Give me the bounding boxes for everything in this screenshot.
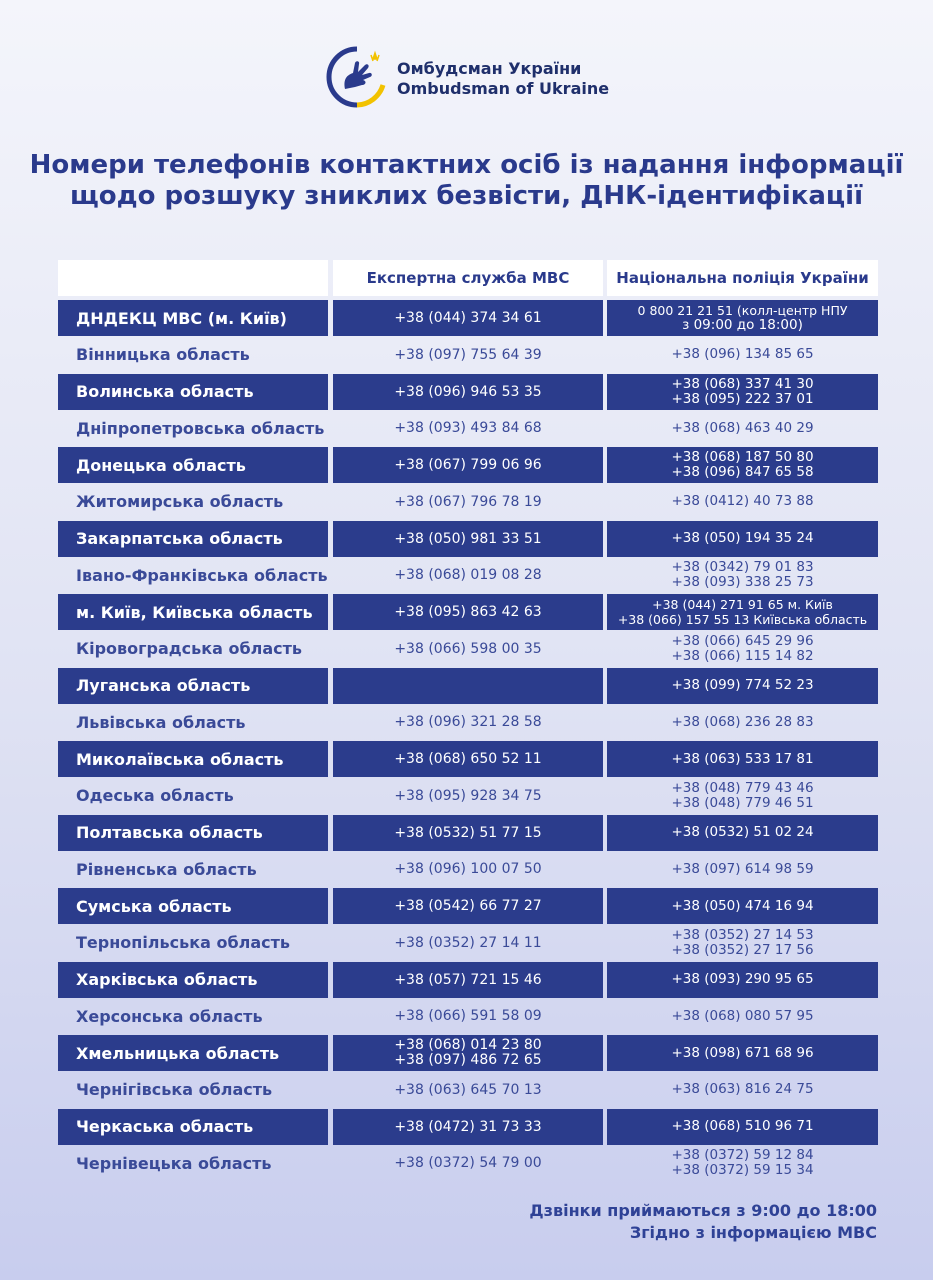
mvs-phone-cell xyxy=(333,888,603,924)
footer-note xyxy=(529,1200,877,1244)
police-phone: +38 (0342) 79 01 83 xyxy=(671,559,814,576)
footer-source: Згідно з інформацією МВС xyxy=(629,1223,877,1242)
police-phone: +38 (093) 290 95 65 xyxy=(671,971,814,987)
police-phone-cell xyxy=(607,484,878,520)
page-title xyxy=(0,150,933,212)
mvs-phone-cell xyxy=(333,815,603,851)
police-phone-cell xyxy=(607,888,878,924)
mvs-phone: +38 (066) 591 58 09 xyxy=(394,1008,542,1025)
table-row xyxy=(58,1109,878,1145)
mvs-phone: +38 (068) 650 52 11 xyxy=(394,751,542,767)
police-phone-cell xyxy=(607,741,878,777)
mvs-phone: +38 (063) 645 70 13 xyxy=(394,1081,542,1098)
mvs-phone: +38 (066) 598 00 35 xyxy=(394,640,542,657)
mvs-phone-cell xyxy=(333,484,603,520)
mvs-phone-cell xyxy=(333,521,603,557)
mvs-phone-cell xyxy=(333,374,603,410)
mvs-phone-cell xyxy=(333,741,603,777)
mvs-phone-cell xyxy=(333,631,603,667)
police-phone-cell xyxy=(607,1072,878,1108)
mvs-phone-cell xyxy=(333,668,603,704)
police-phone: +38 (0372) 59 15 34 xyxy=(671,1162,814,1179)
table-row xyxy=(58,484,878,520)
table-row xyxy=(58,631,878,667)
mvs-phone: +38 (095) 928 34 75 xyxy=(394,787,542,804)
police-phone: +38 (095) 222 37 01 xyxy=(671,390,814,407)
police-phone: +38 (096) 134 85 65 xyxy=(671,346,814,363)
region-cell: Львівська область xyxy=(76,712,246,732)
title-line-2: щодо розшуку зниклих безвісти, ДНК-ідентифікації xyxy=(70,181,863,211)
mvs-phone: +38 (095) 863 42 63 xyxy=(394,604,542,620)
mvs-phone: +38 (0532) 51 77 15 xyxy=(394,824,542,841)
police-phone-cell xyxy=(607,1109,878,1145)
mvs-phone-cell xyxy=(333,925,603,961)
mvs-phone: +38 (068) 014 23 80 xyxy=(394,1037,542,1053)
region-cell: Дніпропетровська область xyxy=(76,418,325,438)
logo-line-ukrainian: Омбудсман України xyxy=(397,59,582,78)
region-cell: Сумська область xyxy=(58,888,328,924)
police-phone: +38 (093) 338 25 73 xyxy=(671,574,814,591)
region-cell: Тернопільська область xyxy=(76,933,291,953)
police-phone: +38 (066) 157 55 13 Київська область xyxy=(617,612,868,627)
mvs-phone-cell xyxy=(333,851,603,887)
police-phone-cell xyxy=(607,594,878,630)
table-row xyxy=(58,1145,878,1181)
table-row xyxy=(58,668,878,704)
police-phone: +38 (068) 187 50 80 xyxy=(671,449,814,465)
ombudsman-logo xyxy=(325,45,625,110)
mvs-phone-cell xyxy=(333,447,603,483)
mvs-phone-cell xyxy=(333,1072,603,1108)
mvs-phone: +38 (097) 755 64 39 xyxy=(394,346,542,363)
police-phone-cell xyxy=(607,1035,878,1071)
mvs-phone: +38 (067) 799 06 96 xyxy=(394,457,542,473)
police-phone-cell xyxy=(607,1145,878,1181)
police-phone-cell xyxy=(607,851,878,887)
table-row xyxy=(58,1035,878,1071)
table-row xyxy=(58,741,878,777)
region-cell: Миколаївська область xyxy=(58,741,328,777)
title-line-1: Номери телефонів контактних осіб із надання інформації xyxy=(29,150,904,180)
region-cell: ДНДЕКЦ МВС (м. Київ) xyxy=(58,300,328,336)
header-mvs-expert-service: Експертна служба МВС xyxy=(333,260,603,296)
police-phone: +38 (066) 645 29 96 xyxy=(671,632,814,649)
header-national-police: Національна поліція України xyxy=(607,260,878,296)
table-row xyxy=(58,337,878,373)
mvs-phone-cell xyxy=(333,962,603,998)
police-phone: +38 (068) 337 41 30 xyxy=(671,375,814,392)
police-phone: +38 (068) 463 40 29 xyxy=(671,419,814,436)
mvs-phone-cell xyxy=(333,594,603,630)
region-cell: Харківська область xyxy=(58,962,328,998)
mvs-phone-cell xyxy=(333,1145,603,1181)
region-cell: Закарпатська область xyxy=(58,521,328,557)
police-phone: +38 (098) 671 68 96 xyxy=(671,1044,814,1061)
police-phone-cell xyxy=(607,704,878,740)
police-phone: +38 (0372) 59 12 84 xyxy=(671,1147,814,1164)
police-phone: +38 (048) 779 43 46 xyxy=(671,779,814,796)
table-row xyxy=(58,594,878,630)
mvs-phone-cell xyxy=(333,337,603,373)
mvs-phone: +38 (096) 946 53 35 xyxy=(394,383,542,400)
table-row xyxy=(58,521,878,557)
mvs-phone-cell xyxy=(333,704,603,740)
police-phone-cell xyxy=(607,815,878,851)
table-row xyxy=(58,447,878,483)
police-phone-cell xyxy=(607,998,878,1034)
table-row xyxy=(58,374,878,410)
table-row xyxy=(58,962,878,998)
police-phone: +38 (097) 614 98 59 xyxy=(671,860,814,877)
region-cell: Луганська область xyxy=(58,668,328,704)
police-phone-cell xyxy=(607,447,878,483)
police-phone: +38 (066) 115 14 82 xyxy=(671,647,814,664)
region-cell: Вінницька область xyxy=(76,345,250,365)
mvs-phone: +38 (0472) 31 73 33 xyxy=(394,1118,542,1135)
table-row xyxy=(58,778,878,814)
region-cell: Чернівецька область xyxy=(76,1153,272,1173)
police-phone-cell xyxy=(607,668,878,704)
police-phone: +38 (099) 774 52 23 xyxy=(671,677,814,693)
logo-text xyxy=(397,59,609,99)
police-phone: +38 (044) 271 91 65 м. Київ xyxy=(652,597,833,612)
region-cell: Кіровоградська область xyxy=(76,639,303,659)
mvs-phone: +38 (067) 796 78 19 xyxy=(394,493,542,510)
mvs-phone-cell xyxy=(333,1109,603,1145)
table-row xyxy=(58,300,878,336)
mvs-phone-cell xyxy=(333,410,603,446)
mvs-phone-cell xyxy=(333,300,603,336)
table-row xyxy=(58,851,878,887)
police-phone: +38 (0532) 51 02 24 xyxy=(671,824,814,840)
mvs-phone: +38 (0352) 27 14 11 xyxy=(394,934,542,951)
police-phone-cell xyxy=(607,962,878,998)
region-cell: Херсонська область xyxy=(76,1006,263,1026)
police-phone: +38 (068) 510 96 71 xyxy=(671,1118,814,1134)
region-cell: Полтавська область xyxy=(58,815,328,851)
mvs-phone-cell xyxy=(333,1035,603,1071)
region-cell: Житомирська область xyxy=(76,492,284,512)
region-cell: Рівненська область xyxy=(76,859,257,879)
region-cell: Чернігівська область xyxy=(76,1080,273,1100)
mvs-phone: +38 (050) 981 33 51 xyxy=(394,530,542,547)
police-phone: +38 (0352) 27 14 53 xyxy=(671,926,814,943)
region-cell: Черкаська область xyxy=(58,1109,328,1145)
police-phone-cell xyxy=(607,925,878,961)
police-phone: +38 (0412) 40 73 88 xyxy=(671,493,814,510)
table-row xyxy=(58,1072,878,1108)
mvs-phone: +38 (096) 321 28 58 xyxy=(394,714,542,731)
table-row xyxy=(58,815,878,851)
police-phone-cell xyxy=(607,337,878,373)
footer-hours: Дзвінки приймаються з 9:00 до 18:00 xyxy=(529,1201,877,1220)
table-row xyxy=(58,925,878,961)
police-phone: +38 (063) 816 24 75 xyxy=(671,1081,814,1098)
police-phone-cell xyxy=(607,300,878,336)
mvs-phone: +38 (044) 374 34 61 xyxy=(394,310,542,326)
police-phone-cell xyxy=(607,778,878,814)
region-cell: Волинська область xyxy=(58,374,328,410)
mvs-phone: +38 (0372) 54 79 00 xyxy=(394,1155,542,1172)
police-phone-cell xyxy=(607,410,878,446)
table-row xyxy=(58,998,878,1034)
region-cell: Хмельницька область xyxy=(58,1035,328,1071)
mvs-phone: +38 (0542) 66 77 27 xyxy=(394,898,542,914)
police-phone-cell xyxy=(607,631,878,667)
table-row xyxy=(58,888,878,924)
header-empty xyxy=(58,260,328,296)
region-cell: Одеська область xyxy=(76,786,234,806)
mvs-phone: +38 (068) 019 08 28 xyxy=(394,567,542,584)
police-phone: +38 (050) 474 16 94 xyxy=(671,897,814,914)
mvs-phone-cell xyxy=(333,778,603,814)
mvs-phone: +38 (096) 100 07 50 xyxy=(394,861,542,878)
police-phone: +38 (050) 194 35 24 xyxy=(671,530,814,546)
police-phone: +38 (068) 080 57 95 xyxy=(671,1007,814,1024)
police-phone-cell xyxy=(607,374,878,410)
mvs-phone-cell xyxy=(333,557,603,593)
ombudsman-hand-icon xyxy=(325,45,389,109)
region-cell: Донецька область xyxy=(58,447,328,483)
police-phone: +38 (096) 847 65 58 xyxy=(671,464,814,480)
police-phone: +38 (068) 236 28 83 xyxy=(671,713,814,730)
police-phone: +38 (063) 533 17 81 xyxy=(671,750,814,767)
police-phone: 0 800 21 21 51 (колл-центр НПУ xyxy=(637,303,848,318)
police-phone-cell xyxy=(607,557,878,593)
logo-line-english: Ombudsman of Ukraine xyxy=(397,79,610,98)
mvs-phone: +38 (057) 721 15 46 xyxy=(394,971,542,988)
table-row xyxy=(58,410,878,446)
region-cell: м. Київ, Київська область xyxy=(58,594,328,630)
mvs-phone: +38 (093) 493 84 68 xyxy=(394,420,542,437)
table-row xyxy=(58,557,878,593)
police-phone: +38 (048) 779 46 51 xyxy=(671,794,814,811)
mvs-phone: +38 (097) 486 72 65 xyxy=(394,1052,542,1068)
police-phone: з 09:00 до 18:00) xyxy=(682,317,803,333)
mvs-phone-cell xyxy=(333,998,603,1034)
region-cell: Івано-Франківська область xyxy=(76,565,328,585)
table-row xyxy=(58,704,878,740)
police-phone-cell xyxy=(607,521,878,557)
police-phone: +38 (0352) 27 17 56 xyxy=(671,941,814,958)
